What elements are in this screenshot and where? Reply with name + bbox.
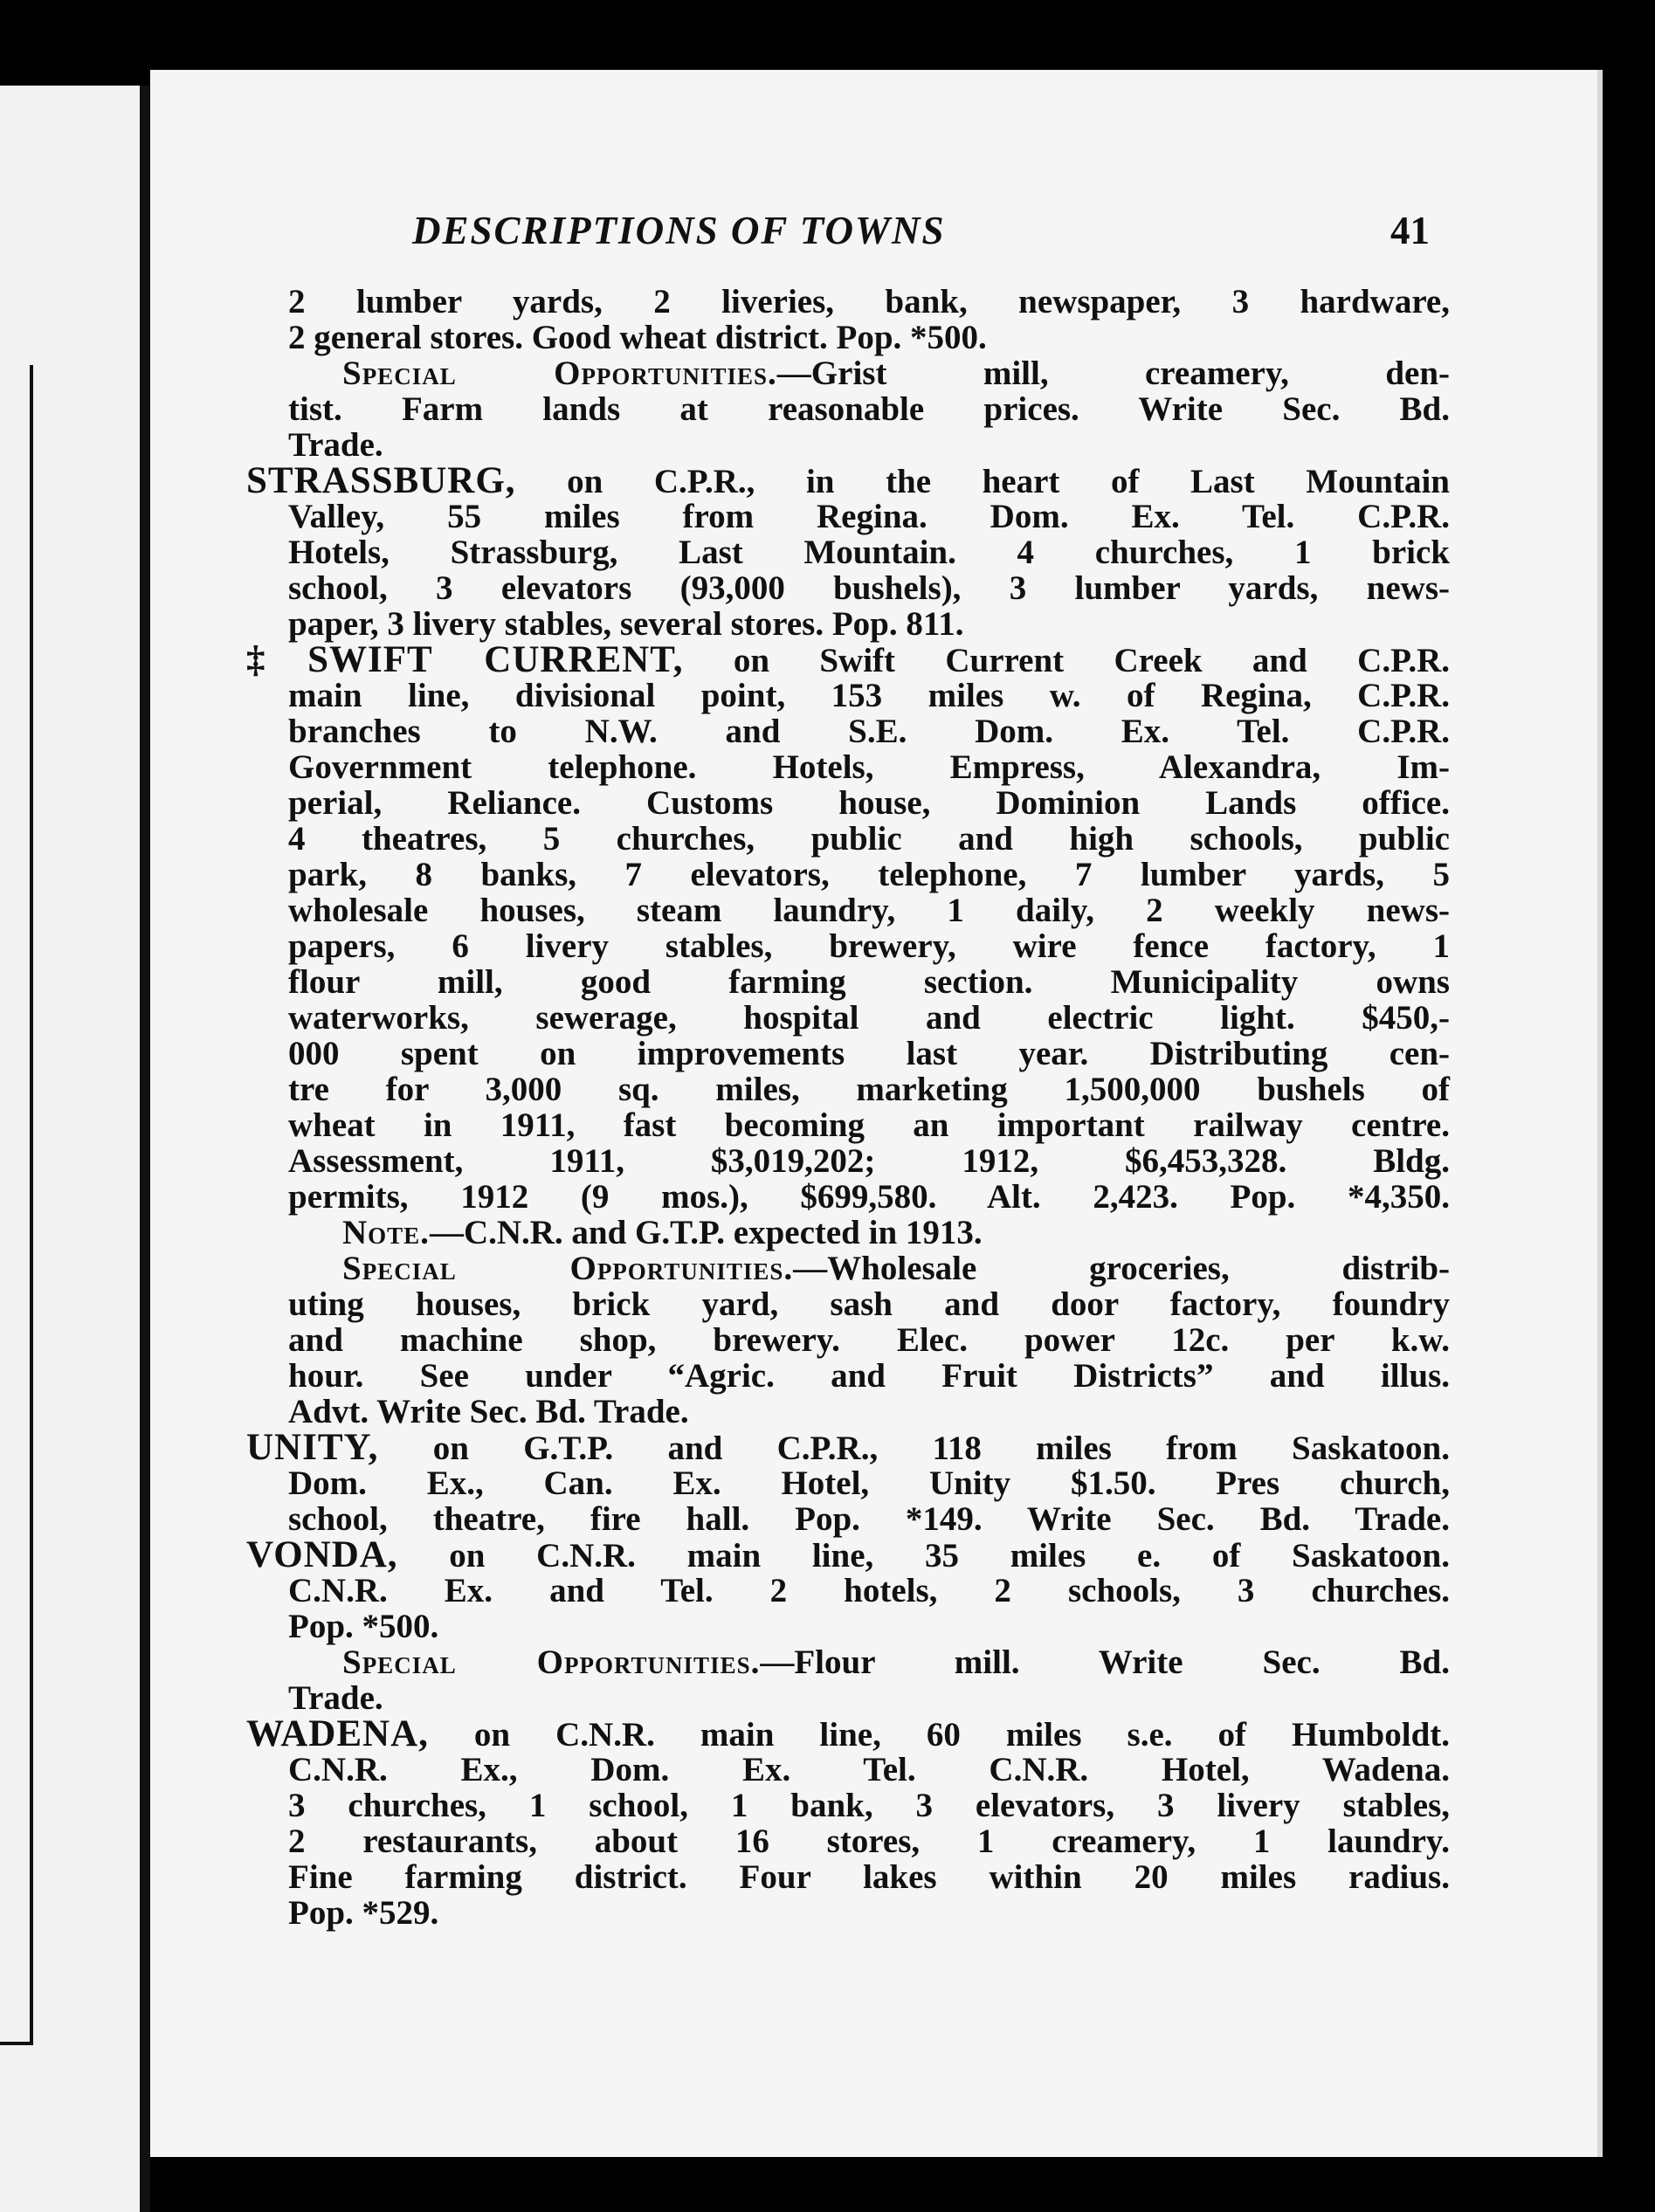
- running-title: DESCRIPTIONS OF TOWNS: [412, 209, 946, 252]
- town-name: ‡SWIFT CURRENT,: [246, 639, 684, 680]
- text-line: paper, 3 livery stables, several stores. Pop. 811.: [288, 605, 964, 643]
- entry-head-line: [246, 1427, 1450, 1468]
- text-line: 4 theatres, 5 churches, public and high schools, public: [288, 820, 1450, 858]
- text-line: papers, 6 livery stables, brewery, wire fence factory, 1: [288, 927, 1450, 965]
- text-line: C.N.R. Ex., Dom. Ex. Tel. C.N.R. Hotel, Wadena.: [288, 1751, 1450, 1788]
- text-fragment: on C.N.R. main line, 35 miles e. of Saskatoon.: [397, 1537, 1450, 1575]
- text-line: flour mill, good farming section. Municipality owns: [288, 963, 1450, 1001]
- text-line: Pop. *529.: [288, 1894, 439, 1932]
- text-fragment: —Grist mill, creamery, den-: [776, 355, 1451, 392]
- text-line: 3 churches, 1 school, 1 bank, 3 elevators, 3 livery stables,: [288, 1787, 1450, 1824]
- town-name: VONDA,: [246, 1534, 398, 1575]
- entry-strassburg: [246, 460, 1450, 643]
- text-fragment: —Flour mill. Write Sec. Bd.: [760, 1643, 1450, 1681]
- town-name: UNITY,: [246, 1427, 379, 1468]
- text-line: main line, divisional point, 153 miles w. of Regina, C.P.R.: [288, 677, 1450, 714]
- text-line: 000 spent on improvements last year. Distributing cen-: [288, 1035, 1450, 1072]
- special-opportunities-label: Special Opportunities.: [342, 355, 777, 392]
- facing-page-edge: [0, 86, 147, 2212]
- text-line: Valley, 55 miles from Regina. Dom. Ex. Tel. C.P.R.: [288, 498, 1450, 535]
- text-line: tre for 3,000 sq. miles, marketing 1,500,000 bushels of: [288, 1071, 1450, 1108]
- text-line: Assessment, 1911, $3,019,202; 1912, $6,453,328. Bldg.: [288, 1142, 1450, 1180]
- text-line: 2 lumber yards, 2 liveries, bank, newspaper, 3 hardware,: [288, 283, 1450, 320]
- text-line: park, 8 banks, 7 elevators, telephone, 7 lumber yards, 5: [288, 856, 1450, 893]
- note-line: [288, 1215, 1450, 1251]
- text-line: Advt. Write Sec. Bd. Trade.: [288, 1393, 689, 1430]
- page-text: [246, 283, 1451, 1932]
- entry-head-line: [246, 1713, 1450, 1754]
- entry-head-line: [246, 639, 1450, 680]
- town-name: WADENA,: [246, 1713, 429, 1754]
- entry-head-line: [246, 460, 1450, 501]
- text-line: Pop. *500.: [288, 1608, 439, 1645]
- text-line: wheat in 1911, fast becoming an important railway centre.: [288, 1106, 1450, 1144]
- text-line: wholesale houses, steam laundry, 1 daily, 2 weekly news-: [288, 892, 1450, 929]
- town-name: STRASSBURG,: [246, 460, 516, 501]
- entry-vonda: [246, 1534, 1450, 1717]
- text-fragment: —C.N.R. and G.T.P. expected in 1913.: [429, 1214, 983, 1251]
- text-line: Trade.: [288, 1679, 383, 1717]
- text-line: uting houses, brick yard, sash and door factory, foundry: [288, 1285, 1450, 1323]
- text-line: C.N.R. Ex. and Tel. 2 hotels, 2 schools, 3 churches.: [288, 1572, 1450, 1609]
- text-fragment: —Wholesale groceries, distrib-: [793, 1250, 1451, 1287]
- text-line: Government telephone. Hotels, Empress, Alexandra, Im-: [288, 748, 1450, 786]
- entry-head-line: [246, 1534, 1450, 1575]
- text-line: perial, Reliance. Customs house, Dominion Lands office.: [288, 784, 1450, 822]
- entry-swift-current: [246, 639, 1451, 1430]
- text-line: Hotels, Strassburg, Last Mountain. 4 churches, 1 brick: [288, 534, 1450, 571]
- text-fragment: on C.N.R. main line, 60 miles s.e. of Humboldt.: [428, 1716, 1450, 1754]
- book-gutter: [140, 86, 150, 2212]
- running-head: [412, 208, 1460, 260]
- text-line: permits, 1912 (9 mos.), $699,580. Alt. 2,423. Pop. *4,350.: [288, 1178, 1450, 1216]
- note-label: Note.: [342, 1214, 430, 1251]
- text-line: school, 3 elevators (93,000 bushels), 3 lumber yards, news-: [288, 569, 1450, 607]
- special-opportunities-label: Special Opportunities.: [342, 1250, 794, 1287]
- text-fragment: on Swift Current Creek and C.P.R.: [683, 642, 1450, 679]
- text-line: branches to N.W. and S.E. Dom. Ex. Tel. C.P.R.: [288, 713, 1450, 750]
- text-line: 2 general stores. Good wheat district. Pop. *500.: [288, 319, 987, 356]
- text-line: and machine shop, brewery. Elec. power 12c. per k.w.: [288, 1321, 1450, 1359]
- text-line: waterworks, sewerage, hospital and electric light. $450,-: [288, 999, 1450, 1037]
- text-line: Dom. Ex., Can. Ex. Hotel, Unity $1.50. Pres church,: [288, 1464, 1450, 1502]
- text-fragment: on C.P.R., in the heart of Last Mountain: [515, 463, 1450, 500]
- facing-page-rule: [0, 365, 33, 2045]
- text-line: Fine farming district. Four lakes within 20 miles radius.: [288, 1858, 1450, 1896]
- text-line: Trade.: [288, 426, 383, 464]
- text-fragment: on G.T.P. and C.P.R., 118 miles from Saskatoon.: [378, 1430, 1450, 1467]
- special-opportunities-line: [288, 1644, 1450, 1680]
- text-line: tist. Farm lands at reasonable prices. Write Sec. Bd.: [288, 390, 1450, 428]
- special-opportunities-line: [288, 1251, 1450, 1286]
- entry-wadena: [246, 1713, 1450, 1932]
- text-line: 2 restaurants, about 16 stores, 1 creamery, 1 laundry.: [288, 1823, 1450, 1860]
- page-number: 41: [1390, 209, 1430, 252]
- special-opportunities-line: [288, 355, 1450, 391]
- special-opportunities-label: Special Opportunities.: [342, 1643, 761, 1681]
- text-line: hour. See under “Agric. and Fruit Districts” and illus.: [288, 1357, 1450, 1395]
- entry-unity: [246, 1427, 1450, 1538]
- entry-continuation: [288, 284, 1450, 463]
- text-line: school, theatre, fire hall. Pop. *149. Write Sec. Bd. Trade.: [288, 1500, 1450, 1538]
